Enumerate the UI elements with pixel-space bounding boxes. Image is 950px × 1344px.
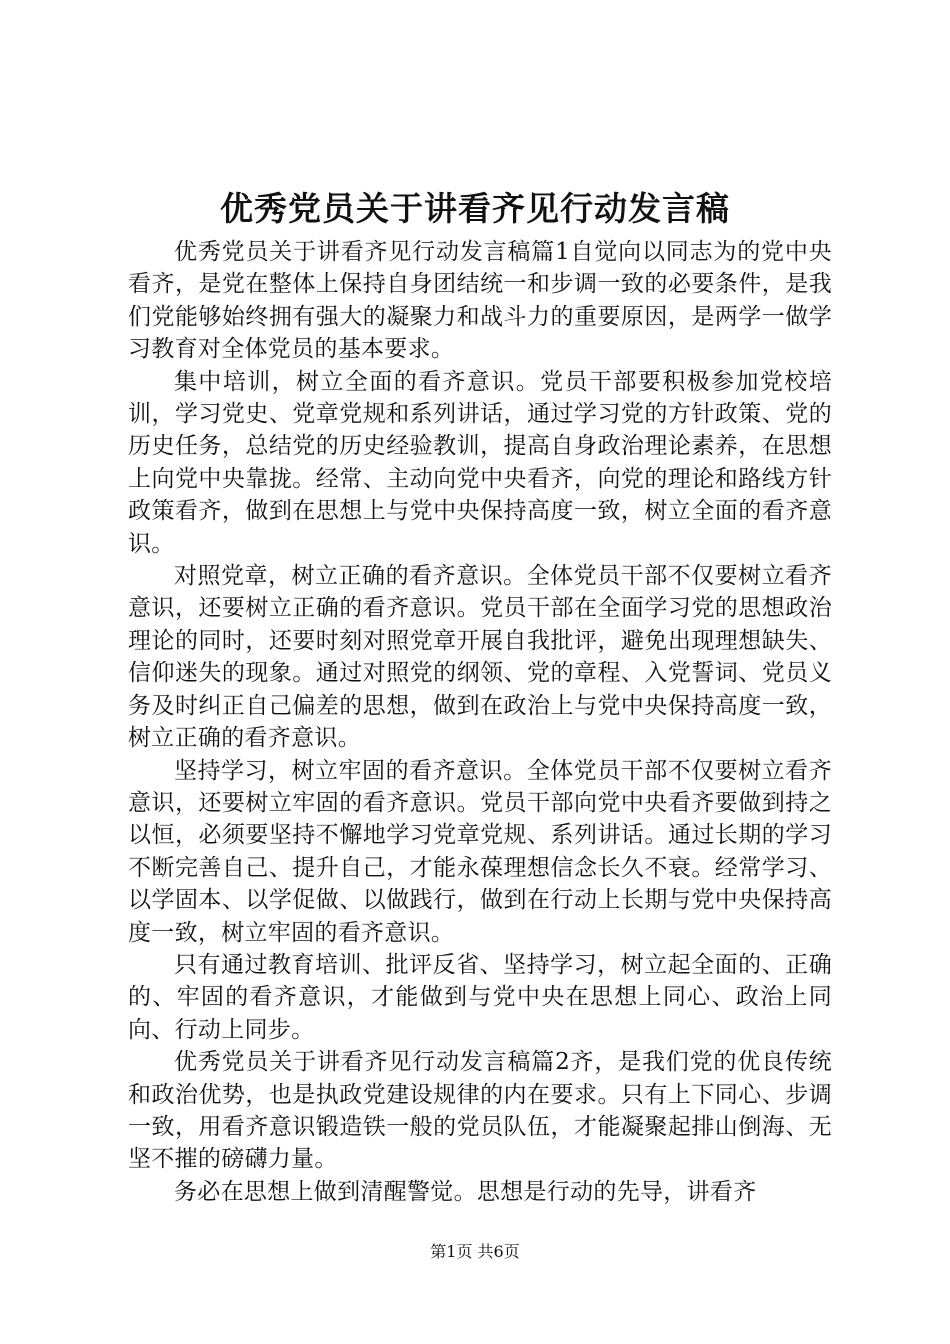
paragraph: 务必在思想上做到清醒警觉。思想是行动的先导，讲看齐 [174, 1178, 757, 1205]
document-body [128, 236, 832, 1208]
paragraph: 优秀党员关于讲看齐见行动发言稿篇1自觉向以同志为的党中央看齐，是党在整体上保持自身团结统一和步调一致的必要条件，是我们党能够始终拥有强大的凝聚力和战斗力的重要原因，是两学一做学习教育对全体党员的基本要求。 [128, 239, 832, 363]
document-title: 优秀党员关于讲看齐见行动发言稿 [220, 189, 730, 228]
paragraph: 对照党章，树立正确的看齐意识。全体党员干部不仅要树立看齐意识，还要树立正确的看齐意识。党员干部在全面学习党的思想政治理论的同时，还要时刻对照党章开展自我批评，避免出现理想缺失、信仰迷失的现象。通过对照党的纲领、党的章程、入党誓词、党员义务及时纠正自己偏差的思想，做到在政治上与党中央保持高度一致，树立正确的看齐意识。 [128, 563, 832, 752]
paragraph: 集中培训，树立全面的看齐意识。党员干部要积极参加党校培训，学习党史、党章党规和系列讲话，通过学习党的方针政策、党的历史任务，总结党的历史经验教训，提高自身政治理论素养，在思想上向党中央靠拢。经常、主动向党中央看齐，向党的理论和路线方针政策看齐，做到在思想上与党中央保持高度一致，树立全面的看齐意识。 [128, 368, 832, 557]
paragraph: 优秀党员关于讲看齐见行动发言稿篇2齐，是我们党的优良传统和政治优势，也是执政党建设规律的内在要求。只有上下同心、步调一致，用看齐意识锻造铁一般的党员队伍，才能凝聚起排山倒海、无坚不摧的磅礴力量。 [128, 1049, 832, 1173]
page-footer: 第1页 共6页 [430, 1242, 520, 1261]
paragraph: 只有通过教育培训、批评反省、坚持学习，树立起全面的、正确的、牢固的看齐意识，才能做到与党中央在思想上同心、政治上同向、行动上同步。 [128, 951, 832, 1043]
paragraph: 坚持学习，树立牢固的看齐意识。全体党员干部不仅要树立看齐意识，还要树立牢固的看齐意识。党员干部向党中央看齐要做到持之以恒，必须要坚持不懈地学习党章党规、系列讲话。通过长期的学习不断完善自己、提升自己，才能永葆理想信念长久不衰。经常学习、以学固本、以学促做、以做践行，做到在行动上长期与党中央保持高度一致，树立牢固的看齐意识。 [128, 757, 832, 946]
